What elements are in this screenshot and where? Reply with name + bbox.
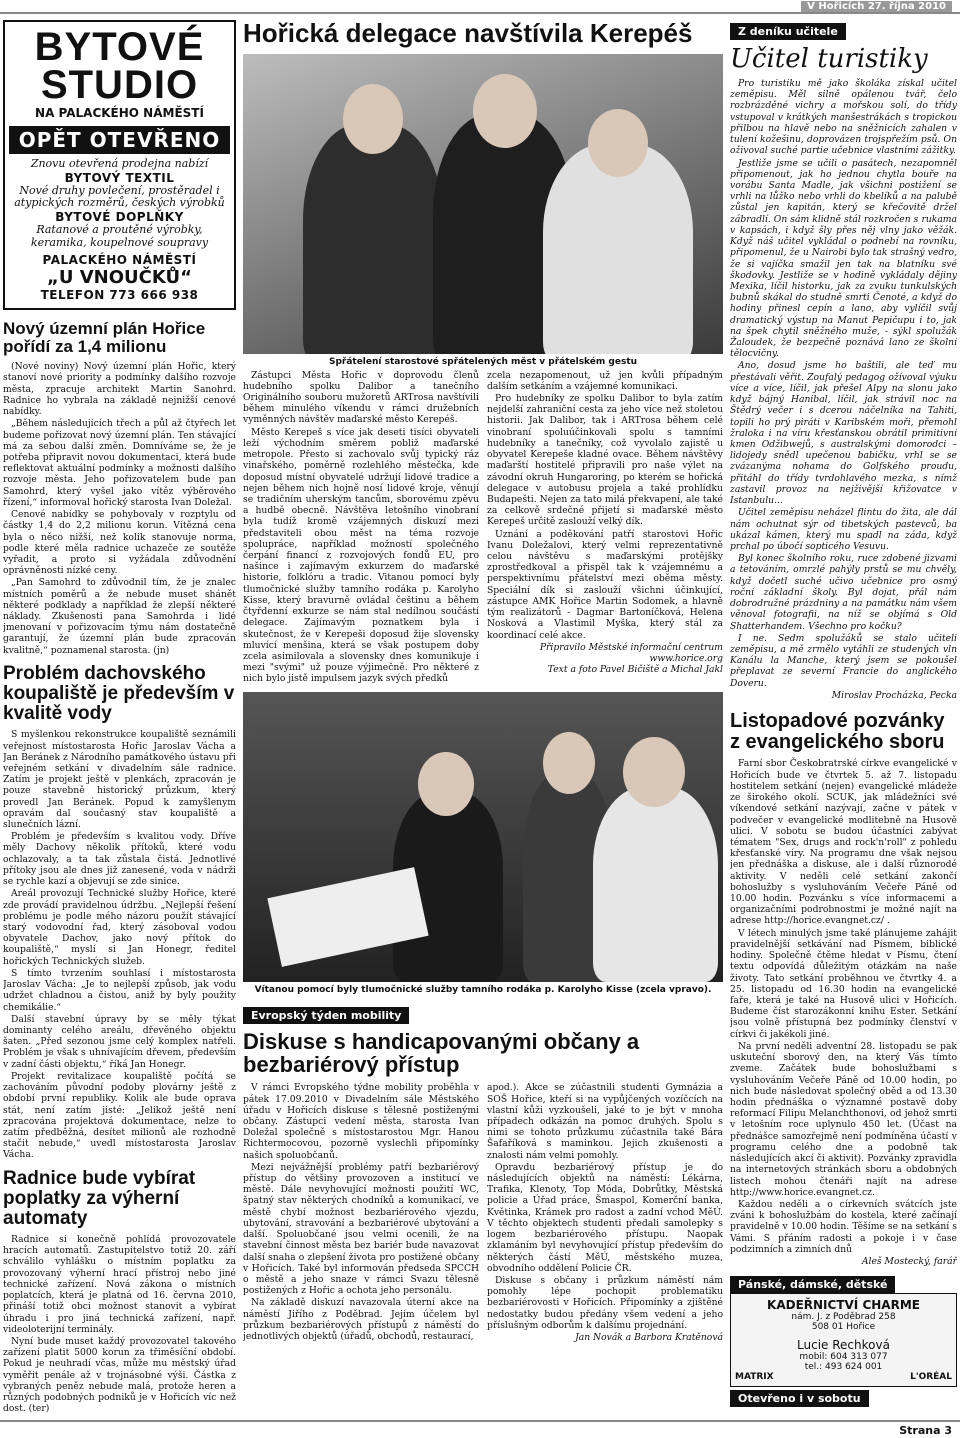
photo-figure (303, 124, 443, 354)
page-number: Strana 3 (899, 1424, 952, 1437)
ad-box (730, 1293, 957, 1387)
paragraph: V rámci Evropského týdne mobility proběhla v pátek 17.09.2010 v Divadelním sále Městského úřadu v Hořicích diskuse s tělesně postiženými občany. Zástupci vedení města, starosta Ivan Doležal společně s místostarostou Mgr. Hanou Richtermocovou, pozorně vyslechli připomínky našich spoluobčanů. (243, 1082, 479, 1161)
signature: Připravilo Městské informační centrum (539, 641, 723, 653)
paragraph: Opravdu bezbariérový přístup je do následujících objektů na náměstí: Lékárna, Trafika, Klenoty, Top Móda, Dobrůtky, Městská policie a Úřad práce, Šmaspol, Komerční banka, Květinka, Krámek pro radost a zadní vchod MěÚ. V těchto objektech studenti předali samolepky s logem bezbariérového přístupu. Naopak zklamáním byl nevyhovující přístup především do některých částí MěÚ, městského muzea, obvodního oddělení Policie ČR. (487, 1161, 723, 1274)
paragraph: Radnice si konečně pohlídá provozovatele hracích automatů. Zastupitelstvo totiž 20. září schválilo vyhlášku o místním poplatku za provozovaný výherní hrací přístroj nebo jiné technické zařízení. Nová zákona o místních poplatcích, která je platná od 16. června 2010, přináší totiž obci možnost stanovit a vybírat úhradu i pro jiná technická zařízení, např. videoloterijní terminály. (3, 1233, 236, 1335)
headline-ucitel: Učitel turistiky (730, 44, 928, 74)
photo-figure (593, 787, 718, 982)
paragraph: Cenové nabídky se pohybovaly v rozptylu od částky 1,4 do 2,2 milionu korun. Vítězná cena byla o něco nižší, než kolik stanovuje norma, podle které měla radnice uchazeče ze soutěže vyřadit, a proto si vyžádala zdůvodnění oprávněnosti nízké ceny. (3, 509, 236, 577)
ad-phone: tel.: 493 624 001 (804, 1362, 883, 1373)
section-banner: Evropský týden mobility (243, 1007, 409, 1024)
paragraph: „Během následujících třech a půl až čtyřech let budeme pořizovat nový územní plán. Ten stávající má za sebou další změn. Domníváme se, že je potřeba připravit novou dokumentaci, která bude reflektovat aktuální podmínky a možnosti dalšího rozvoje města. Jeho pořizovatelem bude pan Samohrd, který vyšel jako vítěz výběrového řízení,“ informoval hořický starosta Ivan Doležal. (3, 418, 236, 508)
banner-mobility (243, 1004, 723, 1024)
page-header (0, 0, 960, 14)
paragraph: S tímto tvrzením souhlasí i místostarosta Jaroslav Vácha: „Je to nejlepší způsob, jak vodu udržet chladnou a čistou, aniž by byly použity chemikálie.“ (3, 967, 236, 1013)
right-column (730, 20, 957, 1415)
paragraph: S myšlenkou rekonstrukce koupaliště seznámili veřejnost místostarosta Hořic Jaroslav Vácha a Jan Beránek z Národního památkového ústavu při veřejném setkání v divadelním sále radnice. Zatím je projekt ještě v plenkách, zpracován je pouze stavebně historický průzkum, který provedl Jan Beránek. Popud k zamyšlenym opravám dal současný stav koupaliště a slunečních lázní. (3, 729, 236, 831)
ad-line: BYTOVÉ DOPLŇKY (55, 209, 184, 224)
article-ucitel-body (730, 78, 957, 701)
article-kerepes-body (243, 370, 723, 686)
ad-line: BYTOVÝ TEXTIL (64, 170, 175, 185)
paragraph: Pro hudebníky ze spolku Dalibor to byla zatím nejdelší zahraniční cesta za jeho více než stoletou historii. Jak Dalibor, tak i ARTrosa během celé vinobraní spoluúčinkovali spolu s tamními hudebníky a tanečníky, což vyvolalo zajistě u obyvatel Kerepeše kladné ovace. Během návštěvy maďarští hostitelé připravili pro naše výlet na závodní okruh Hungaroring, po kterém se hořická delegace v autobusu projela a také prohlídku Budapešti. Nejen za tato milá překvapení, ale také za celkově srdečné přijetí si maďarské město Kerepeš určitě zaslouží velký dík. (487, 392, 723, 528)
ad-line: Znovu otevřená prodejna nabízí (30, 157, 209, 170)
paragraph: Mezi nejvážnější problémy patří bezbariérový přístup do většiny provozoven a institucí ve městě. Dále nevyhovující možnosti použití WC, špatný stav některých chodníků a komunikací, ve městě chybí možnost bezbariérového vjezdu, ubytování, stravování a bezbariérové ubytování a další. Spoluobčané jsou velmi ocenili, že na stavební činnost města bez bariér bude navazovat další snaha o zlepšení života pro postižené občany v Hořicích. Také byl informován předseda SPCCH o městě a jeho snaze v rámci Svazu tělesně postižených z Hořic a ochota jeho personálu. (243, 1161, 479, 1297)
paragraph: Zástupci Města Hořic v doprovodu členů hudebního spolku Dalibor a tanečního Originálního souboru mužoretů ARTrosa navštívili během minulého víkendu v rámci družebních vyměnných návštěv maďarské město Kerepéš. (243, 369, 479, 426)
paragraph: „Pan Samohrd to zdůvodnil tím, že je znalec místních poměrů a že nebude muset shánět některé podklady a například že zlepší některé náklady. Zkušenosti pana Samohrda i lidé jmenovaní v pořizovacím týmu nám dostatečně garantují, že územní plán bude zpracován kvalitně,“ poznamenal starosta. (jn) (3, 577, 236, 656)
paragraph: I ne. Sedm spolužáků se stalo učiteli zeměpisu, a mě zrmělo vytáhli ze studených vln Kanálu la Manche, který jsem se pokoušel přeplavat ze severní Francie do anglického Doveru. (730, 632, 957, 689)
headline-radnice: Radnice bude vybírat poplatky za výherní automaty (3, 1167, 196, 1229)
ad-title-1: BYTOVÉ (34, 25, 205, 69)
paragraph: Město Kerepeš s více jak deseti tisíci obyvateli leží východním směrem pobliž maďarské metropole. Přesto si zachovalo svůj typický ráz vinařského, poměrně rozlehlého městečka, kde doposud místní obyvatelé udržují lidové tradice a nejen během nich hojně nosí lidové kroje, věnují se tradičním uherským tancům, sborovému zpěvu a hudbě obecně. Návštěva letošního vinobraní byla tudíž kromě vzájemných diskuzí mezi představiteli obou měst na téma rozvoje spolupráce, například možností společného čerpání financí z rozvojových fondů EU, pro našince i zajímavým exkurzem do maďarské historie, folklóru a tradic. Vitanou pomocí byly tlumočnické služby tamního rodáka p. Karolyho Kisse, který bravurně ovládal češtinu a během čtyřdenní exkurze se nám stal nedílnou součástí delegace. Zajímavým poznatkem byla i skutečnost, že v Kerepeši doposud žije slovensky mluvící menšina, která se však postupem doby zcela asimilovala a slovensky dnes komunikuje i mezi "svými" už pouze výjimečně. Pro některé z nich bylo jistě impulsem jazyk svých předků (243, 426, 479, 685)
headline-pozvanky: Listopadové pozvánky z evangelického sboru (730, 710, 945, 754)
paragraph: apod.). Akce se zúčastnili studenti Gymnázia a SOŠ Hořice, kteří si na vypůjčených vozíčcích na vlastní kůži vyzkoušeli, jaké to je být v mnoha případech odkázán na pomoc druhých. Spolu s nimi se tohoto průzkumu zúčastnila také Bára Šafaříková s maminkou. Jejich zkušenosti a znalosti nám velmi pomohly. (487, 1082, 723, 1161)
paragraph: Uznání a poděkování patří starostovi Hořic Ivanu Doležalovi, který velmi reprezentativně celou návštěvu s maďarskými protějšky zprostředkoval a přispěl tak k vzájemnému a perspektivnímu přátelství mezi oběma městy. Speciální dík si zaslouží všichni účinkující, zástupce AMK Hořice Martin Sodomek, a hlavně tým realizátorů - Dagmar Bartoníčková, Helena Nosková a Vlastimil Myška, který stál za koordinací celé akce. (487, 528, 723, 641)
ad-open-saturday: Otevřeno i v sobotu (730, 1390, 869, 1407)
headline-diskuse: Diskuse s handicapovanými občany a bezbariérový přístup (243, 1028, 640, 1077)
ad-place: NA PALACKÉHO NÁMĚSTÍ (35, 106, 204, 120)
article-diskuse-body (243, 1082, 723, 1343)
headline-kerepes: Hořická delegace navštívila Kerepéš (243, 20, 693, 48)
banner-ucitel: Z deníku učitele (730, 23, 846, 40)
ad-bytove-studio (3, 20, 236, 310)
ad-person: Lucie Rechková (797, 1338, 890, 1353)
paragraph: Na první neděli adventní 28. listopadu se pak uskuteční sborový den, na který Vás tímto zveme. Začátek bude bohoslužbami s vysluhováním Večeře Páně od 10.00 hodin, po nich bude následovat společný oběd a od 13.30 hodin přednáška o významné postavě doby reformací Filipu Melanchthonovi, od jehož smrti v letošním roce uplynulo 450 let. (Účast na přednášce samozřejmě není podmíněna účastí v programu celého dne a podobně tak následujících akcí či aktivit). Pozvánky zpravidla na internetových stránkách sboru a obdobných listech mohou čtenáři najít na adrese http://www.horice.evangnet.cz. (730, 1040, 957, 1198)
photo-face (588, 109, 648, 177)
brand-loreal: L'ORÉAL (910, 1372, 952, 1383)
headline-pool: Problém dachovského koupaliště je především v kvalitě vody (3, 662, 235, 725)
paragraph: Každou neděli a o církevních svátcích jste zváni k bohoslužbám do kostela, které začínají pravidelně v 10.00 hodin. Těšíme se na setkání s Vámi. S přáním radosti a pokoje i v čase podzimních a zimních dnů (730, 1198, 957, 1255)
photo-face (418, 752, 474, 816)
signature: Text a foto Pavel Bičiště a Michal Jakl (547, 664, 723, 676)
ad-address: 508 01 Hořice (811, 1322, 876, 1333)
ad-phone: TELEFON 773 666 938 (40, 288, 199, 303)
photo-face (623, 737, 685, 807)
paragraph: Pro turistiku mě jako školáka získal učitel zeměpisu. Měl silně opálenou tvář, čelo rozbrázděné vichry a mořskou solí, do třídy vstupoval v krátkých manšestrákách s tropickou přilbou na hlavě nebo na sněžnicích zahalen v tulení kožešinu, doprovázen trojspřežím psů. On oživoval suché partie učebnice vlastními zážitky. (730, 78, 957, 157)
paragraph: Na základě diskuzí navazovala úterní akce na náměstí Jiřího z Poděbrad. Jejím účelem byl průzkum bezbariérových přístupů z náměstí do jednotlivých objektů (úřadů, obchodů, restaurací, (243, 1297, 479, 1343)
headline-plan: Nový územní plán Hořice pořídí za 1,4 milionu (3, 319, 206, 357)
ad-line: „U VNOUČKŮ“ (47, 267, 192, 289)
photo2-caption: Vítanou pomocí byly tlumočnické služby tamního rodáka p. Karolyho Kisse (zcela vpravo). (254, 984, 712, 995)
paragraph: V létech minulých jsme také plánujeme zahájit pravidelnější setkávání nad Písmem, biblické hodiny. Společně čtěme hledat v Písmu, čtení textu odpovídá důležitým otázkám na naše životy. Tato setkání proběhnou ve čtvrtky 4. a 25. listopadu od 16.30 hodin na evangelické faře, která je také na Husově ulici v Hořicích. Budeme číst starozákonní knihu Ester. Setkání jsou volně přístupná bez podmínky členství v církvi či jakékoli jiné. (730, 927, 957, 1040)
signature: Jan Novák a Barbora Kratěnová (575, 1332, 723, 1344)
photo-face (473, 74, 537, 148)
ad-kadernictvi (730, 1273, 957, 1407)
signature: Aleš Mostecký, farář (861, 1256, 957, 1268)
paragraph: Nyní bude muset každý provozovatel takového zařízení platit 5000 korun za třiměsíční období. Pokud je neuhradí včas, může mu městský úřad vyměřit penále až v trojnásobné výši. Částka z vybraných peněz nebude malá, protože heren a různých podobných podniků je v Hořicích víc než dost. (ter) (3, 1335, 236, 1415)
paragraph: Další stavební úpravy by se měly týkat dominanty celého areálu, dřevěného objektu šaten. „Před sezonou jsme celý komplex natřeli. Problém je však s uhnívajícím dřevem, především v zadní části objektu,“ říká Jan Honegr. (3, 1013, 236, 1070)
signature: www.horice.org (649, 653, 723, 665)
article-pozvanky-body (730, 758, 957, 1267)
article-radnice-body (3, 1234, 236, 1415)
left-column (3, 20, 236, 1415)
signature: Miroslav Procházka, Pecka (831, 689, 957, 701)
paragraph: Projekt revitalizace koupaliště počítá se zachováním původní podoby plovárny ještě z období první republiky. Kolik ale bude oprava stát, není zatím jisté: „Jelikož ještě není zpracována projektová dokumentace, nelze to zatím předběžná, desítet milionů ale rozhodně stačit nebude,“ uvedl místostarosta Jaroslav Vácha. (3, 1070, 236, 1161)
photo-caption: Spřátelení starostové spřátelených měst v přátelském gestu (328, 356, 638, 367)
ad-address: nám. J. z Poděbrad 258 (791, 1312, 896, 1323)
paragraph: Učitel zeměpisu neházel flintu do žita, ale dál nám ochutnat sýr od tibetských pastevců, ba ukázal kámen, který mu spadl na záda, když prchal po úbočí sopticého Vesuvu. (730, 507, 957, 552)
photo-face (343, 84, 403, 154)
article-plan-body (3, 361, 236, 656)
ad-banner: Pánské, dámské, dětské (730, 1276, 895, 1293)
brand-matrix: MATRIX (735, 1372, 774, 1383)
issue-date: V Hořicích 27. října 2010 (801, 1, 952, 12)
ad-reopened: OPĚT OTEVŘENO (9, 126, 230, 154)
paragraph: Byl konec školního roku, ruce zdobené jizvami a tetováním, omrzlé pahýly prstů se mu chvěly, když dočetl suché učivo učebnice pro osmý roční základní školy. Byl dojat, přál nám dobrodružné prázdniny a na památku nám všem věnoval fotografii, na níž se objímá s Old Shatterhandem. Všechno pro kočku? (730, 553, 957, 632)
article-pool-body (3, 729, 236, 1160)
ad-line: PALACKÉHO NÁMĚSTÍ (42, 253, 197, 268)
paragraph: Jestliže jsme se učili o pasátech, nezapomněl připomenout, jak ho jednou chytla bouře na vorábu Santa Madle, jak všichni postižení se vrhli na lůžko nebo vrhli do kbelíků a na palubě zůstal jen kapitán, který se křečovitě držel zábradlí. On sám klidně stál rozkročen s rukama v kapsách, i když šly přes něj vlny jako věžák. Když náš učitel vykládal o podnebí na rovníku, připomenul, že u Nairobi bylo tak strašný vedro, že si vajíčka smažil jen tak na blatníku své škodovky. Jestliže se v hodině vykládaly dějiny Mexika, líčil historku, jak za zvuku tunkulských bubnů skákal do studně smrti Čenoté, a když do hodiny přinesl cepín a lano, aby vylíčil svůj dramatický výstup na Manut Pepičupu i to, jak na špek chytil sněžného muže, - sýkl spolužák Žaloudek, že bezpečně poznává lano ze školní tělocvičny. (730, 157, 957, 360)
paragraph: Diskuse s občany i průzkum náměstí nám pomohly lépe pochopit problematiku bezbariérovosti v Hořicích. Připomínky a zjištěné nedostatky budou předány všem vedení a jeho příslušným odborům k dalšímu projednání. (487, 1275, 723, 1331)
center-column (243, 20, 723, 1415)
ad-line: Ratanové a proutěné výrobky, keramika, koupelnové soupravy (30, 222, 209, 249)
paragraph: Farní sbor Českobratrské církve evangelické v Hořicích bude ve čtvrtek 5. až 7. listopadu hostitelem setkání (nejen) evangelické mládeže ze širokého okolí. SCUK, jak mládežníci své víkendové setkání nazývají, začne v pátek v podvečer v evangelické modlitebně na Husově ulici. V sobotu se budou účastníci zabývat tématem "Sex, drugs and rock'n'roll" z pohledu křesťanské víry. Na programu dne však nejsou jen přednáška a diskuse, ale i další různorodé aktivity. V neděli celé setkání zakončí bohoslužby s vysluhováním Večeře Páně od 10.00 hodin. Pozvánku s více informacemi a organizačními podrobnostmi je možné najít na adrese http://horice.evangnet.cz/ . (730, 758, 957, 927)
ad-mobile: mobil: 604 313 077 (799, 1352, 888, 1363)
paragraph: Areál provozují Technické služby Hořice, které zde provádí pravidelnou údržbu. „Nejlepší řešení problému je podle mého názoru použít stávající starý vodovodní řad, který zásoboval vodou obyvatele Dachov, jako nový přítok do koupaliště,“ myslí si Jan Honegr, ředitel hořických Technických služeb. (3, 888, 236, 967)
photo-interpreter (243, 692, 723, 982)
ad-title-2: STUDIO (40, 63, 199, 107)
paragraph: Problém je především s kvalitou vody. Dříve měly Dachovy několik přítoků, které vodu ochlazovaly, a ta tak zůstala čistá. Jednotlivé přítoky jsou ale dnes již zanesené, voda v nádrži se rychle kazí a objevují se zde sinice. (3, 831, 236, 888)
ad-line: Nové druhy povlečení, prostěradel i atypických rozměrů, českých výrobků (14, 183, 225, 210)
ad-name: KADEŘNICTVÍ CHARME (767, 1298, 920, 1313)
photo-mayors (243, 54, 723, 354)
photo-face (543, 732, 595, 794)
paragraph: (Nové noviny) Nový územní plán Hořic, který stanoví nové priority a podmínky dalšího rozvoje města, zpracuje architekt Martin Sanohrd. Radnice ho vybrala na základě nejnižší cenové nabídky. (3, 361, 236, 418)
page-footer (0, 1420, 960, 1438)
paragraph: zcela nezapomenout, už jen kvůli případným dalším setkáním a vzájemné komunikaci. (487, 369, 723, 392)
paragraph: Ano, dosud jsme ho baštili, ale teď mu přestávali věřit. Zoufalý pedagog ožívoval výuku více a více, líčil, jak přešel Alpy na slonu jako když bájný Hanibal, líčil, jak strávil noc na Štědrý večer i s dcerou náčelníka na Tahiti, topili ho prý piráti v Karibském moři, přemohl žraloka i na víru křesťanskou obrátil primitivní kmen Odžibwejů, s australskými domorodci – lidojedy snědl upečenou babičku, vrhl se se zvázanýma nohama do Golfského proudu, přitáhl do třídy tvrdohlavého mezka, s nímž zastavil provoz na nejživější křižovatce v Istanbulu... (730, 360, 957, 507)
ad-brands (735, 1372, 952, 1382)
